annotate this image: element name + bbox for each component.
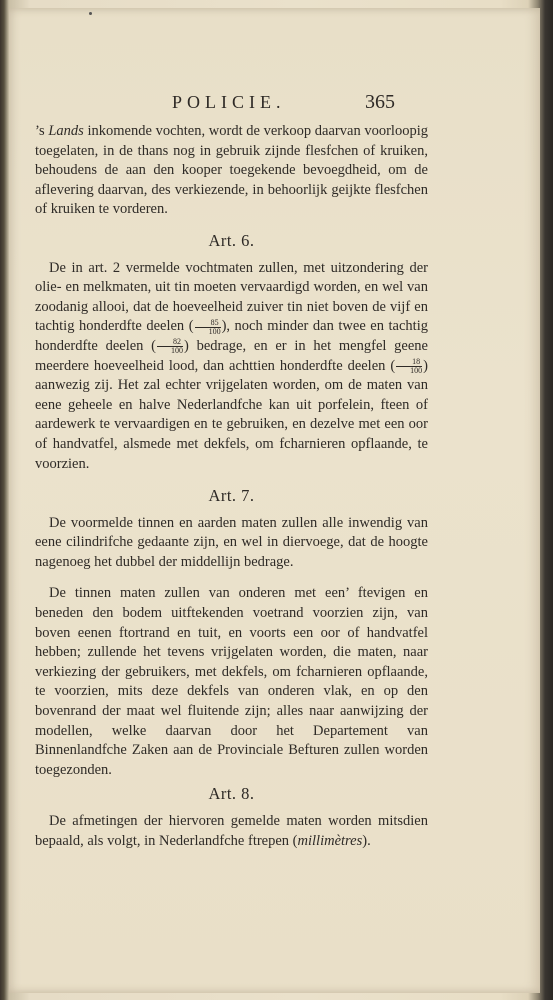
ink-speck [89, 12, 92, 15]
page-number: 365 [365, 91, 395, 113]
italic-lands: Lands [48, 123, 84, 139]
paragraph-art-6: De in art. 2 vermelde vochtmaten zullen, met uitzondering der olie- en melkmaten, uit tin moeten vervaardigd worden, en wel van zoodanig allooi, dat de hoeveelheid zuiver tin niet boven de vijf en tachtig honderdfte deelen ( $\frac{85}{100}$ ), noch minder dan twee en tachtig honderdfte deelen ( $\frac{82}{100}$ ) bedrage, en er in het mengfel geene meerdere hoeveelheid lood, dan achttien honderdfte deelen ( $\frac{18}{100}$ ) aanwezig zij. Het zal echter vrijgelaten worden, om de maten van eene geheele en halve Nederlandfche kan uit porfelein, fteen of aardewerk te vervaardigen en te gebruiken, en dezelve met een oor of handvatfel, alsmede met dekfels, om fcharnieren opflaande, te voorzien. [35, 259, 428, 472]
paragraph-art-7-second: De tinnen maten zullen van onderen met een’ ftevigen en beneden den bodem uitftekenden voetrand voorzien zijn, van boven eenen ftortrand en tuit, en voorts een oor of handvatfel hebben; zullende het tevens vrijgelaten worden, die maten, naar verkiezing der gebruikers, met dekfels, om fcharnieren opflaande, te voorzien, mits deze dekfels van onderen vlak, en op den bovenrand der maat wel fluitende zijn; alles naar aanwijzing der modellen, welke daarvan door het Departement van Binnenlandfche Zaken aan de Provinciale Befturen zullen worden toegezonden. [35, 585, 428, 778]
running-head [9, 92, 540, 116]
paragraph-art-8: De afmetingen der hiervoren gemelde maten worden mitsdien bepaald, als volgt, in Nederlandfche ftrepen (millimètres). [35, 813, 428, 849]
running-head-title: POLICIE. [172, 92, 286, 112]
italic-millimetres: millimètres [297, 832, 363, 849]
page-sheet [9, 8, 540, 993]
heading-art-6: Art. 6. [208, 230, 255, 250]
fraction-85-100: $\frac{85}{100}$ [195, 319, 221, 336]
body-text [35, 122, 428, 851]
fraction-18-100: $\frac{18}{100}$ [396, 358, 422, 375]
heading-art-8: Art. 8. [208, 784, 255, 804]
paragraph-continuation: ’s Lands inkomende vochten, wordt de verkoop daarvan voorloopig toegelaten, in de thans nog in gebruik zijnde flesfchen of kruiken, behoudens de aan den kooper toegekende bevoegdheid, om de aflevering daarvan, des verkiezende, in behoorlijk geijkte flesfchen of kruiken te vorderen. [35, 123, 428, 218]
heading-art-7: Art. 7. [208, 486, 255, 506]
paragraph-gap [35, 572, 428, 584]
fraction-82-100: $\frac{82}{100}$ [157, 338, 183, 355]
paragraph-art-7-first: De voormelde tinnen en aarden maten zullen alle inwendig van eene cilindrifche gedaante zijn, en wel in diervoege, dat de hoogte nagenoeg het dubbel der middellijn bedrage. [35, 514, 428, 570]
